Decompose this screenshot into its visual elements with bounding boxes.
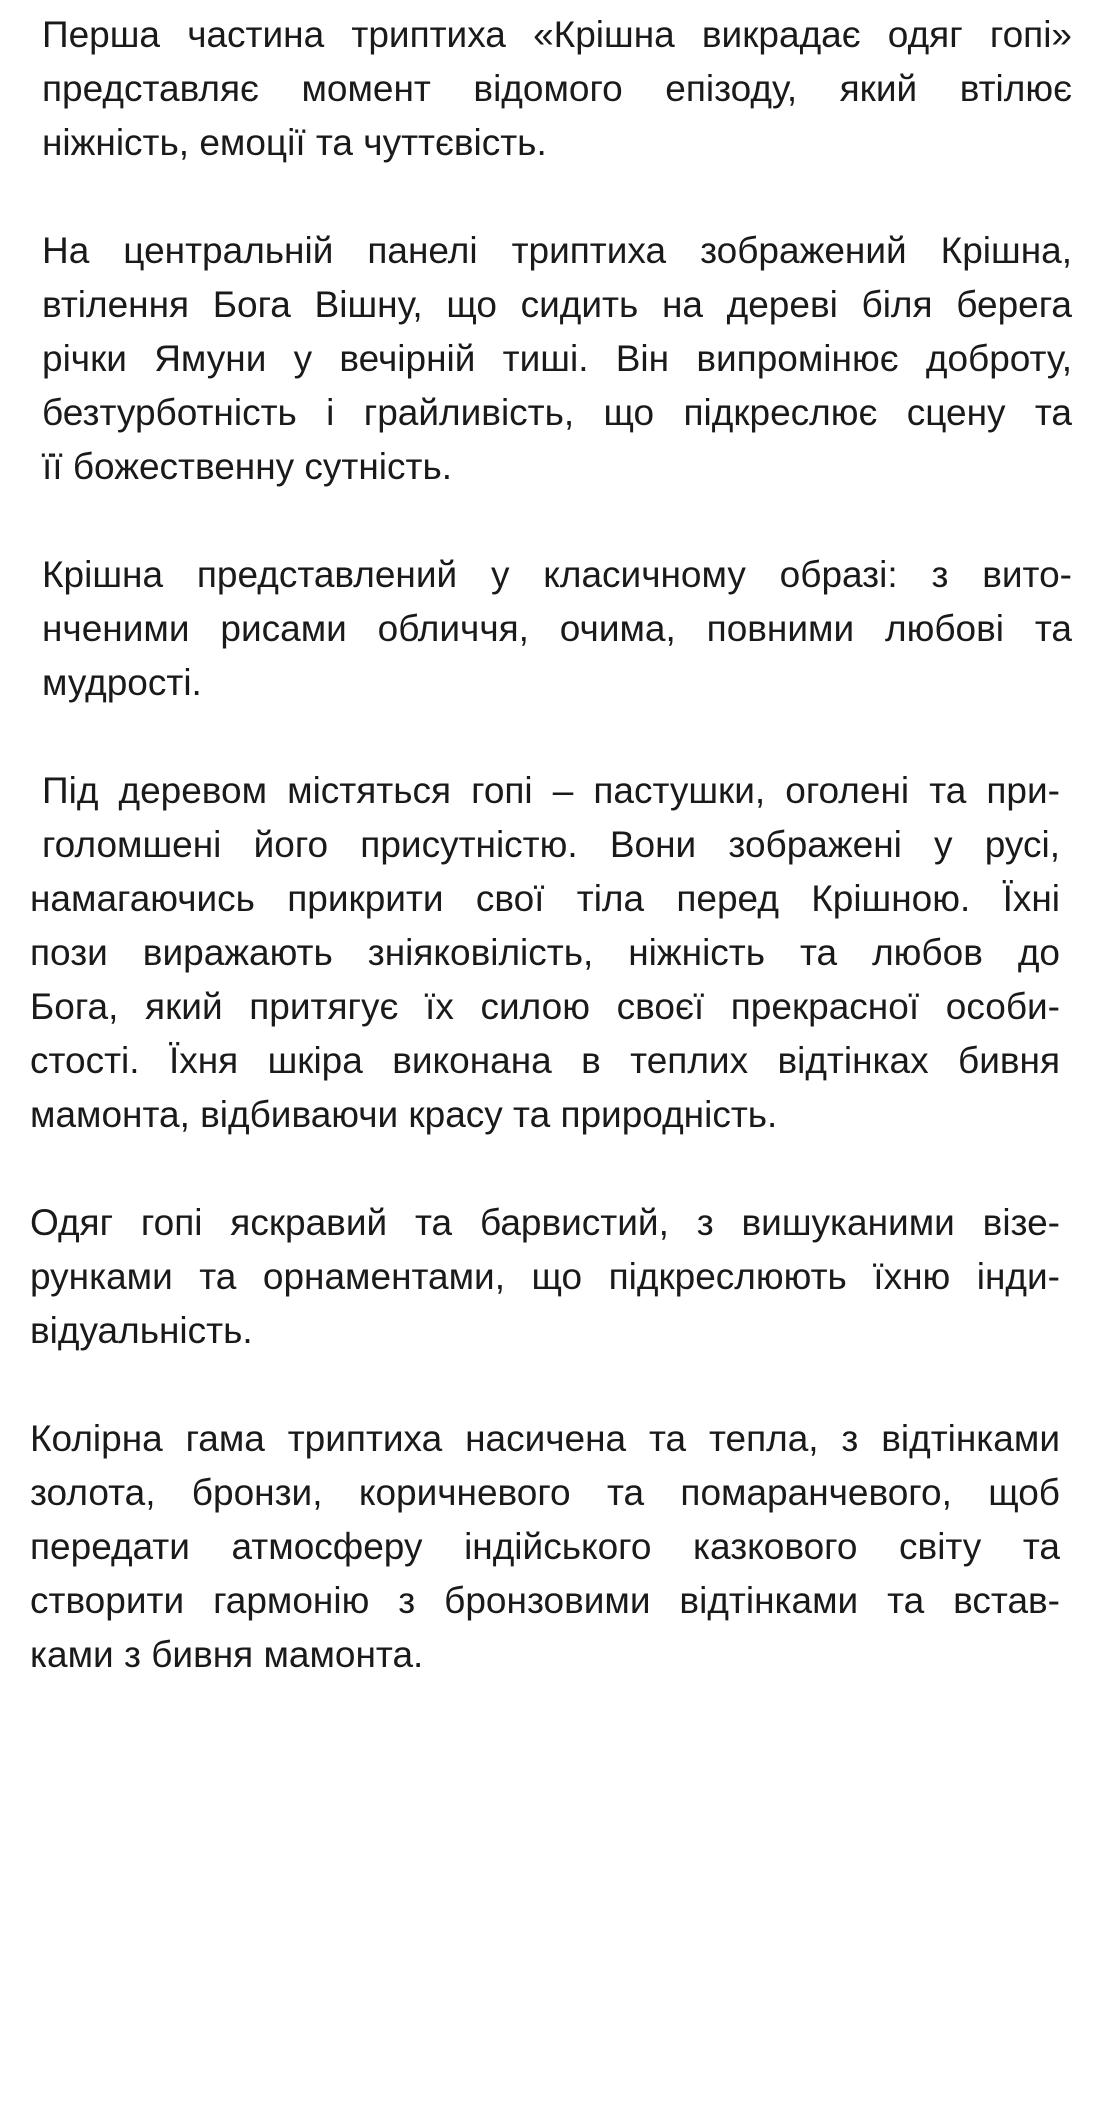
text-line: Перша частина триптиха «Крішна викрадає одяг гопі» bbox=[42, 14, 1072, 55]
text-line: На центральній панелі триптиха зображений Крішна, bbox=[42, 230, 1072, 271]
paragraph-2 bbox=[42, 224, 1072, 494]
text-line: річки Ямуни у вечірній тиші. Він випромінює доброту, bbox=[42, 338, 1072, 379]
text-line: золота, бронзи, коричневого та помаранчевого, щоб bbox=[30, 1472, 1060, 1513]
text-line: створити гармонію з бронзовими відтінками та встав- bbox=[30, 1580, 1060, 1621]
text-line: стості. Їхня шкіра виконана в теплих відтінках бивня bbox=[30, 1040, 1060, 1081]
text-line: мудрості. bbox=[42, 662, 202, 703]
text-line: Одяг гопі яскравий та барвистий, з вишуканими візе- bbox=[30, 1202, 1060, 1243]
text-line: намагаючись прикрити свої тіла перед Крішною. Їхні bbox=[30, 878, 1060, 919]
paragraph-6 bbox=[30, 1412, 1060, 1682]
text-line: її божественну сутність. bbox=[42, 446, 453, 487]
text-line: рунками та орнаментами, що підкреслюють їхню інди- bbox=[30, 1256, 1060, 1297]
paragraph-4 bbox=[30, 764, 1060, 1142]
text-line: представляє момент відомого епізоду, який втілює bbox=[42, 68, 1072, 109]
text-line: пози виражають зніяковілість, ніжність та любов до bbox=[30, 932, 1060, 973]
text-line: голомшені його присутністю. Вони зображені у русі, bbox=[42, 824, 1060, 865]
paragraph-5 bbox=[30, 1196, 1060, 1358]
text-line: Крішна представлений у класичному образі: з вито- bbox=[42, 554, 1072, 595]
text-line: Колірна гама триптиха насичена та тепла, з відтінками bbox=[30, 1418, 1060, 1459]
paragraph-1 bbox=[42, 8, 1072, 170]
text-line: передати атмосферу індійського казкового світу та bbox=[30, 1526, 1060, 1567]
text-line: мамонта, відбиваючи красу та природність. bbox=[30, 1094, 778, 1135]
text-line: ніжність, емоції та чуттєвість. bbox=[42, 122, 547, 163]
text-line: Бога, який притягує їх силою своєї прекрасної особи- bbox=[30, 986, 1060, 1027]
text-line: ками з бивня мамонта. bbox=[30, 1634, 424, 1675]
text-line: нченими рисами обличчя, очима, повними любові та bbox=[42, 608, 1072, 649]
text-line: Під деревом містяться гопі – пастушки, оголені та при- bbox=[42, 770, 1060, 811]
text-line: безтурботність і грайливість, що підкреслює сцену та bbox=[42, 392, 1072, 433]
text-line: втілення Бога Вішну, що сидить на дереві біля берега bbox=[42, 284, 1072, 325]
text-line: відуальність. bbox=[30, 1310, 253, 1351]
paragraph-3 bbox=[42, 548, 1072, 710]
